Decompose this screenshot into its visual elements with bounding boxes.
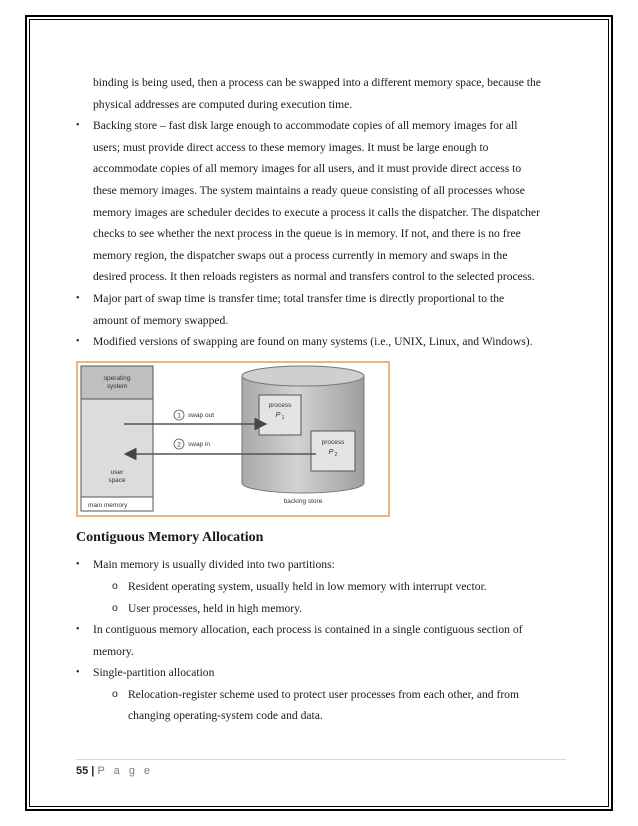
section-heading: Contiguous Memory Allocation [76, 529, 264, 545]
sub-list-item [76, 598, 572, 620]
text-line: Main memory is usually divided into two partitions: [93, 558, 335, 572]
sub-list-item [76, 684, 572, 727]
list-item [76, 619, 572, 662]
process-p2-label: process [321, 438, 345, 446]
swap-in-label: swap in [188, 440, 211, 448]
text-line: physical addresses are computed during execution time. [93, 97, 353, 111]
bullet-icon: • [76, 624, 80, 636]
text-line: amount of memory swapped. [93, 313, 229, 327]
text-line: users; must provide direct access to these memory images. It must be large enough to [93, 140, 489, 154]
process-p1-name: P [275, 409, 281, 419]
text-line: memory region, the dispatcher swaps out a process currently in memory and swaps in the [93, 248, 508, 262]
sub-bullet-icon: o [112, 579, 118, 592]
text-line: In contiguous memory allocation, each process is contained in a single contiguous section of [93, 623, 523, 637]
step1-number: 1 [177, 412, 181, 420]
swapping-diagram-svg [78, 363, 388, 515]
page-number: 55 [76, 765, 89, 777]
main-memory-label: main memory [88, 501, 128, 509]
text-line: these memory images. The system maintains a ready queue consisting of all processes whose [93, 183, 525, 197]
text-line: User processes, held in high memory. [128, 601, 303, 615]
text-line: accommodate copies of all memory images for all users, and it must provide direct access to [93, 162, 522, 176]
sub-bullet-icon: o [112, 687, 118, 700]
text-line: binding is being used, then a process can be swapped into a different memory space, because the [93, 76, 541, 89]
bullet-icon: • [76, 292, 80, 304]
text-line: Relocation-register scheme used to protect user processes from each other, and from [128, 687, 520, 701]
bullet-item-backing-store [76, 115, 572, 288]
page-content [76, 72, 572, 727]
page-footer [76, 765, 153, 777]
footer-rule [76, 759, 566, 760]
process-p2-subscript: 2 [334, 451, 338, 458]
step2-number: 2 [177, 441, 181, 449]
user-space-label-line1: user [110, 468, 124, 476]
process-p1-subscript: 1 [281, 414, 285, 421]
sub-list-item [76, 576, 572, 598]
footer-separator: | [88, 765, 98, 777]
user-space-label-line2: space [108, 476, 126, 484]
list-item [76, 662, 572, 684]
text-line: Major part of swap time is transfer time; total transfer time is directly proportional to the [93, 291, 505, 305]
os-label-line2: system [106, 382, 128, 390]
backing-store-top [242, 366, 364, 386]
text-line: changing operating-system code and data. [128, 709, 323, 723]
list-item [76, 554, 572, 576]
page-word: P a g e [97, 765, 154, 777]
text-line: desired process. It then reloads registers as normal and transfers control to the selected process. [93, 270, 535, 284]
text-line: Backing store – fast disk large enough to accommodate copies of all memory images for all [93, 119, 518, 133]
text-line: memory images are scheduler decides to execute a process it calls the dispatcher. The dispatcher [93, 205, 540, 219]
bullet-icon: • [76, 336, 80, 348]
swap-out-label: swap out [188, 411, 215, 419]
sub-bullet-icon: o [112, 601, 118, 614]
bullet-icon: • [76, 667, 80, 679]
process-p2-name: P [328, 446, 334, 456]
text-line: checks to see whether the next process in the queue is in memory. If not, and there is no free [93, 227, 521, 241]
os-label-line1: operating [103, 374, 131, 382]
backing-store-label: backing store [283, 497, 323, 505]
text-line: memory. [93, 644, 134, 658]
bullet-icon: • [76, 559, 80, 571]
swapping-diagram [76, 361, 390, 517]
bullet-item-swap-time [76, 288, 572, 331]
bullet-icon: • [76, 120, 80, 132]
text-line: Modified versions of swapping are found on many systems (i.e., UNIX, Linux, and Windows). [93, 335, 533, 349]
paragraph-continuation [76, 72, 572, 115]
process-p1-label: process [268, 401, 292, 409]
text-line: Single-partition allocation [93, 666, 215, 680]
text-line: Resident operating system, usually held in low memory with interrupt vector. [128, 579, 487, 593]
bullet-item-modified-versions [76, 331, 572, 353]
